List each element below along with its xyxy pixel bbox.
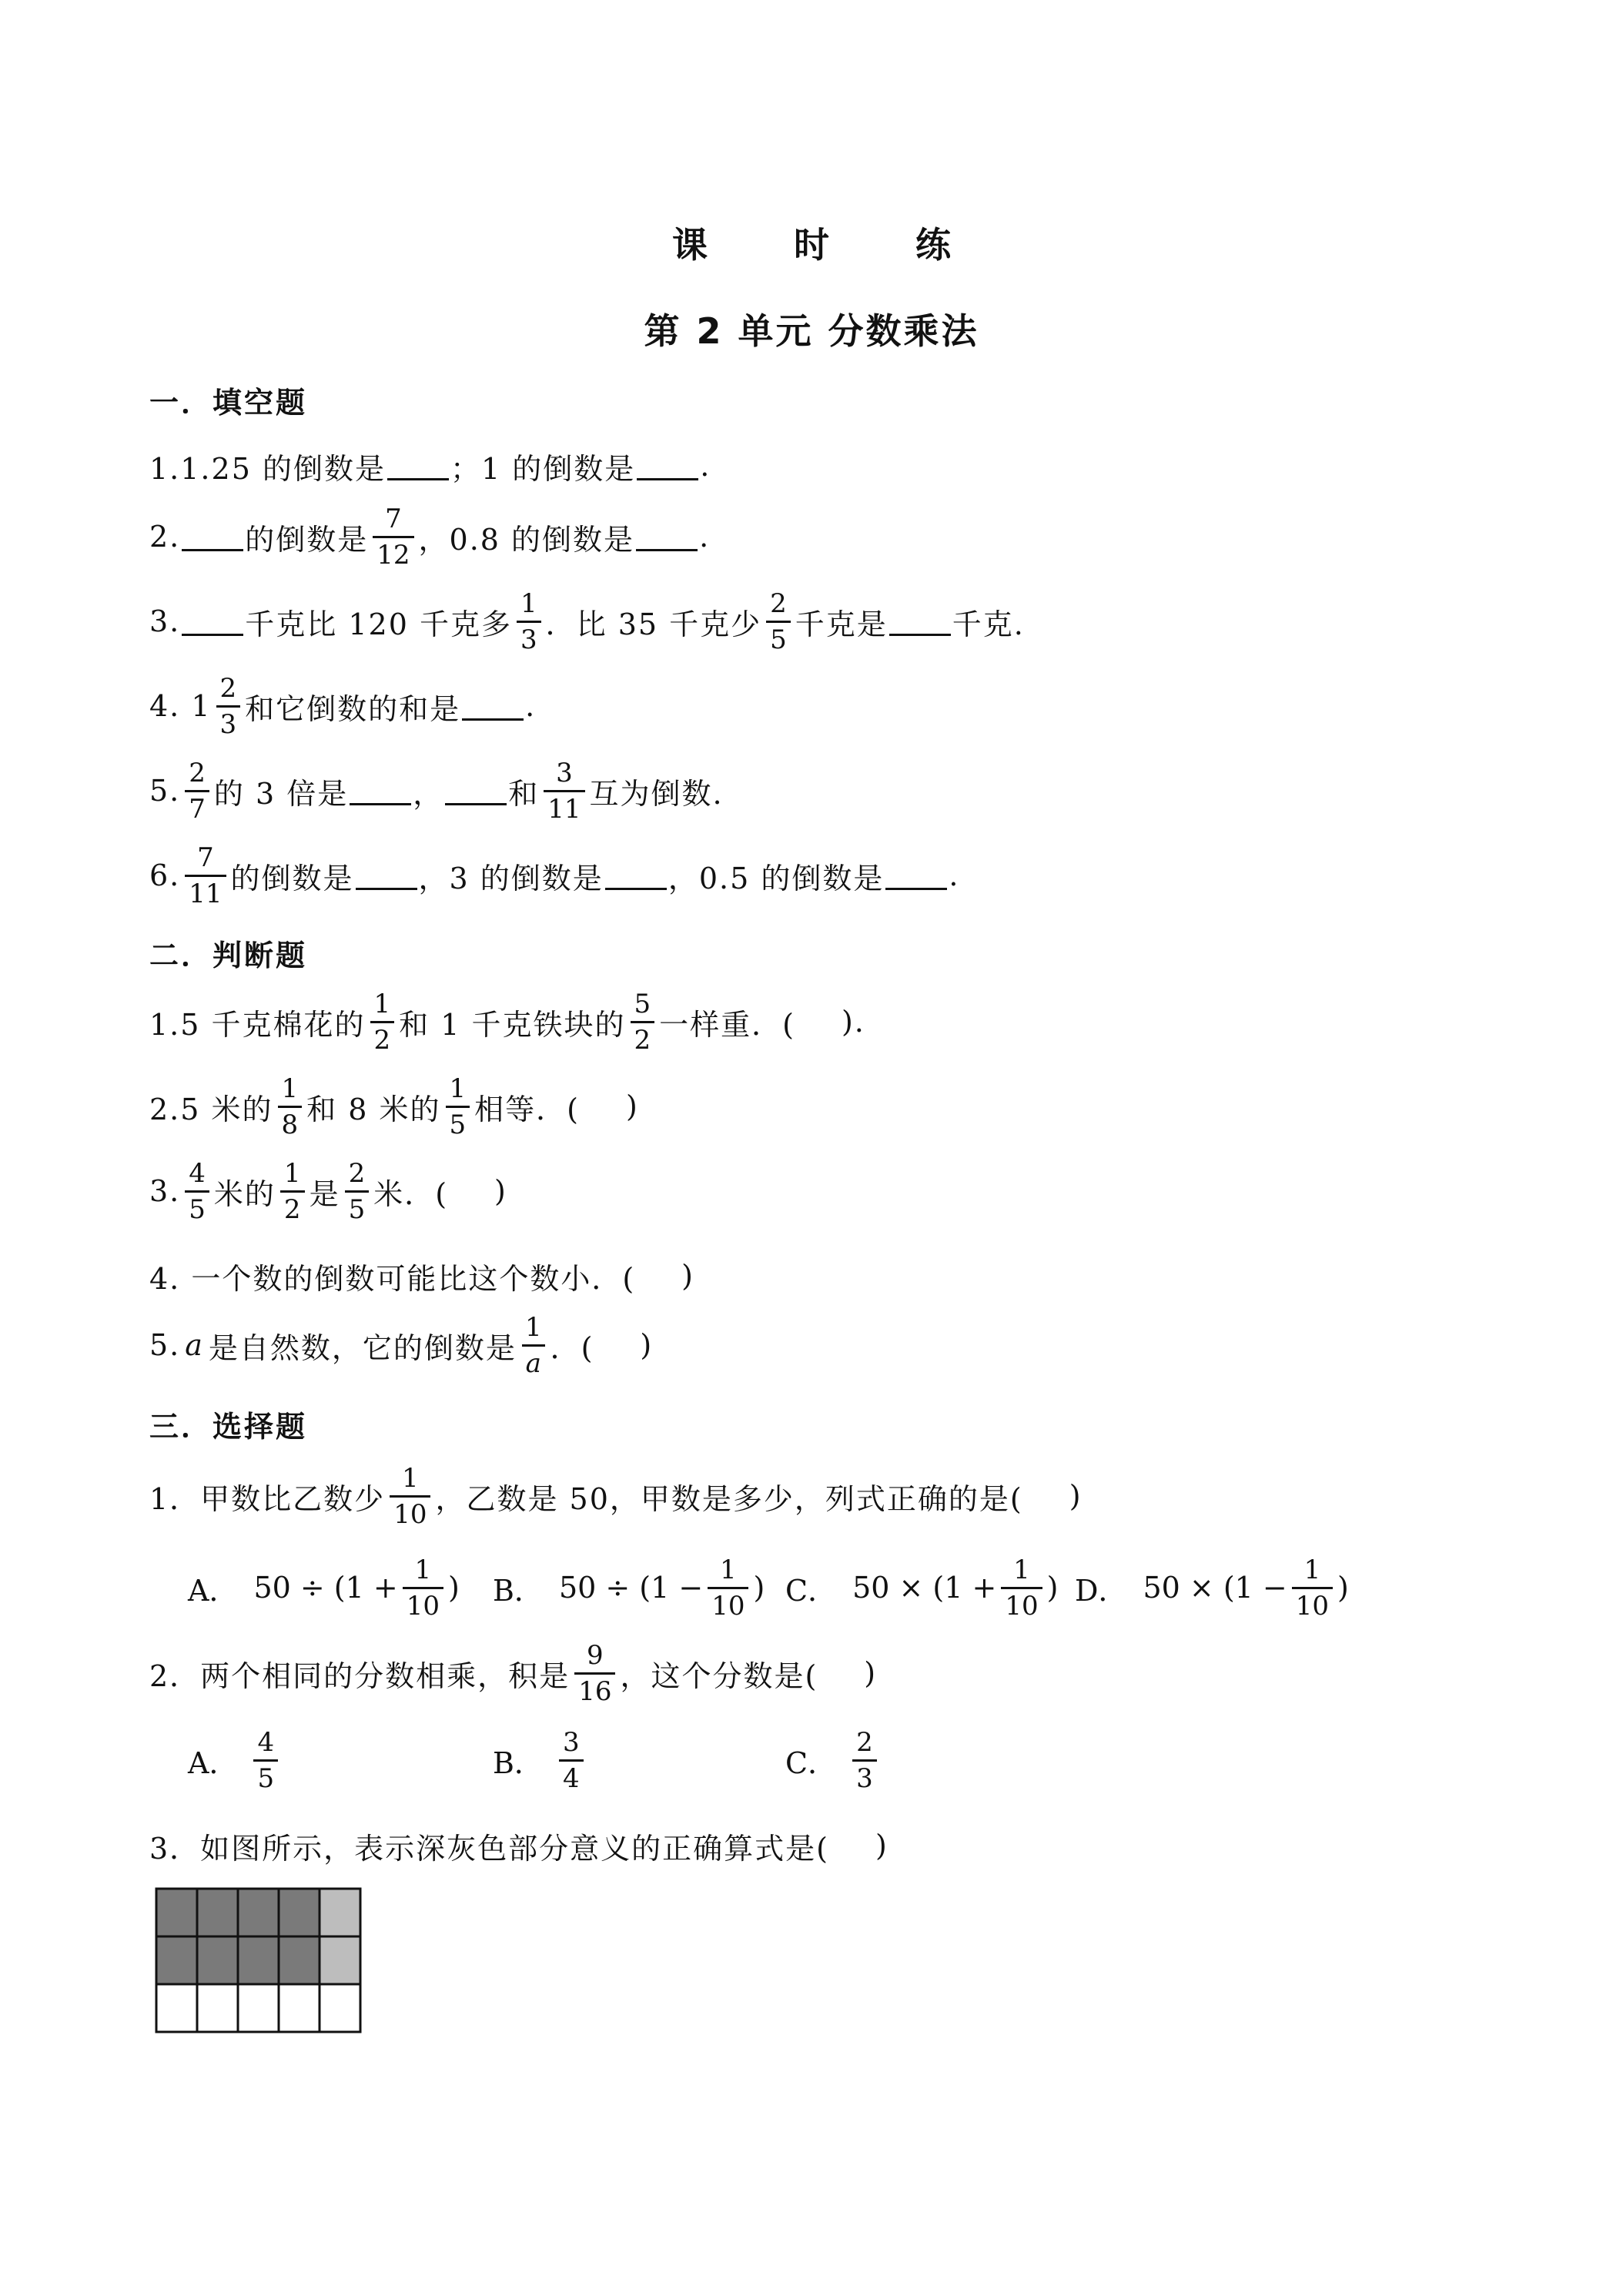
question-text: ，3 的倒数是 xyxy=(418,861,604,895)
question-text: ， xyxy=(413,776,444,811)
section-heading-multiple-choice: 三．选择题 xyxy=(149,1410,308,1444)
question-text: . xyxy=(949,858,960,892)
option-expression: 50 ÷ (1 + xyxy=(253,1571,398,1605)
fraction: $\frac{1}{10}$ xyxy=(708,1557,748,1619)
question-text: 互为倒数. xyxy=(589,776,724,811)
question-text: 3．如图所示，表示深灰色部分意义的正确算式是( xyxy=(149,1831,830,1866)
question-text: . xyxy=(700,449,711,483)
section-heading-fill-in: 一．填空题 xyxy=(149,386,308,420)
question-text: ，0.8 的倒数是 xyxy=(418,522,635,557)
question-text: 一样重．( xyxy=(659,1007,795,1042)
grid-cell-dark xyxy=(197,1936,238,1984)
question-text: 的 3 倍是 xyxy=(213,776,349,811)
fraction: $\frac{1}{10}$ xyxy=(403,1557,443,1619)
question-2-2 xyxy=(149,1073,639,1140)
fraction: $\frac{2}{3}$ xyxy=(216,675,241,738)
question-text: 和 1 千克铁块的 xyxy=(399,1007,626,1042)
question-text: 2.5 米的 xyxy=(149,1092,273,1126)
grid-cell-light xyxy=(320,1936,360,1984)
fraction: $\frac{2}{5}$ xyxy=(766,591,791,653)
fraction: $\frac{1}{10}$ xyxy=(1292,1557,1333,1619)
question-text: . xyxy=(525,689,537,723)
answer-blank[interactable] xyxy=(356,862,417,890)
question-text: 米的 xyxy=(213,1176,276,1211)
option-expression: ) xyxy=(1337,1571,1349,1605)
grid-cell-dark xyxy=(156,1889,197,1936)
fraction: $\frac{2}{7}$ xyxy=(185,760,209,822)
question-text: 千克是 xyxy=(795,607,888,641)
page-title: 课 时 练 xyxy=(671,224,989,266)
question-text: 和它倒数的和是 xyxy=(245,691,461,726)
question-number: 5. xyxy=(149,1328,181,1362)
question-text: ) xyxy=(681,1259,694,1293)
option-expression: ) xyxy=(1046,1571,1059,1605)
fraction: $\frac{4}{5}$ xyxy=(185,1160,209,1223)
question-2-5 xyxy=(149,1311,654,1379)
answer-blank[interactable] xyxy=(462,692,524,721)
question-text: 的倒数是 xyxy=(230,861,354,895)
fraction: $\frac{4}{5}$ xyxy=(253,1729,278,1792)
option-b[interactable] xyxy=(493,1726,588,1794)
fraction: $\frac{2}{5}$ xyxy=(345,1160,370,1223)
grid-cell-blank xyxy=(279,1984,320,2032)
answer-blank[interactable] xyxy=(637,452,698,480)
question-1-5 xyxy=(149,757,724,825)
grid-cell-dark xyxy=(279,1889,320,1936)
fraction: $\frac{7}{12}$ xyxy=(373,506,413,568)
question-text: ) xyxy=(625,1089,639,1123)
grid-cell-blank xyxy=(197,1984,238,2032)
option-label: A． xyxy=(188,1745,239,1780)
question-text: 千克. xyxy=(952,607,1025,641)
question-text: ，乙数是 50，甲数是多少，列式正确的是( xyxy=(435,1481,1023,1516)
question-text: ) xyxy=(864,1656,878,1690)
fraction: $\frac{1}{10}$ xyxy=(1001,1557,1042,1619)
option-c[interactable] xyxy=(785,1554,1059,1622)
question-number: 3. xyxy=(149,604,181,638)
answer-blank[interactable] xyxy=(445,777,507,805)
answer-blank[interactable] xyxy=(885,862,947,890)
option-label: C． xyxy=(785,1745,838,1780)
option-label: C． xyxy=(785,1573,838,1608)
section-heading-true-false: 二．判断题 xyxy=(149,939,308,972)
question-3-3 xyxy=(149,1819,888,1873)
answer-blank[interactable] xyxy=(889,607,951,636)
option-a[interactable] xyxy=(188,1554,460,1622)
fraction: $\frac{1}{a}$ xyxy=(521,1314,546,1377)
answer-blank[interactable] xyxy=(605,862,667,890)
question-number: 6. xyxy=(149,858,181,892)
fraction: $\frac{1}{10}$ xyxy=(390,1465,430,1528)
question-text: 1.1.25 的倒数是 xyxy=(149,451,386,486)
option-label: B． xyxy=(493,1573,544,1608)
question-text: 是 xyxy=(309,1176,340,1211)
answer-blank[interactable] xyxy=(350,777,411,805)
question-number: 2. xyxy=(149,520,181,554)
question-1-6 xyxy=(149,842,960,909)
question-1-3 xyxy=(149,587,1025,655)
fraction: $\frac{1}{5}$ xyxy=(446,1076,470,1138)
question-1-1 xyxy=(149,439,711,493)
question-3-1 xyxy=(149,1462,1083,1530)
grid-cell-blank xyxy=(320,1984,360,2032)
question-1-2 xyxy=(149,503,711,571)
grid-cell-dark xyxy=(279,1936,320,1984)
question-text: ) xyxy=(494,1174,507,1208)
answer-blank[interactable] xyxy=(182,607,243,636)
fraction: $\frac{3}{11}$ xyxy=(544,760,584,822)
variable: a xyxy=(185,1328,204,1362)
grid-cell-blank xyxy=(238,1984,279,2032)
question-text: 1.5 千克棉花的 xyxy=(149,1007,366,1042)
option-expression: 50 ÷ (1 − xyxy=(558,1571,704,1605)
grid-figure xyxy=(154,1886,362,2040)
fraction: $\frac{2}{3}$ xyxy=(852,1729,877,1792)
question-text: 4. 一个数的倒数可能比这个数小．( xyxy=(149,1261,636,1296)
question-text: 千克比 120 千克多 xyxy=(245,607,512,641)
option-expression: 50 × (1 − xyxy=(1143,1571,1287,1605)
option-label: D． xyxy=(1075,1573,1128,1608)
question-3-2 xyxy=(149,1639,878,1707)
question-number: 5. xyxy=(149,774,181,808)
fraction: $\frac{3}{4}$ xyxy=(559,1729,584,1792)
question-text: 是自然数，它的倒数是 xyxy=(208,1330,517,1365)
option-label: B． xyxy=(493,1745,544,1780)
question-text: 的倒数是 xyxy=(245,522,369,557)
question-text: ) xyxy=(875,1829,888,1863)
option-expression: ) xyxy=(448,1571,460,1605)
fraction: $\frac{1}{2}$ xyxy=(280,1160,305,1223)
grid-cell-dark xyxy=(197,1889,238,1936)
option-d[interactable] xyxy=(1075,1554,1349,1622)
question-text: . xyxy=(699,520,711,554)
question-text: ). xyxy=(841,1005,865,1039)
fraction: $\frac{7}{11}$ xyxy=(185,845,226,907)
question-text: ) xyxy=(640,1328,654,1362)
question-text: ，这个分数是( xyxy=(620,1658,818,1693)
question-text: ；1 的倒数是 xyxy=(450,451,636,486)
fraction: $\frac{9}{16}$ xyxy=(574,1642,615,1705)
question-text: 米．( xyxy=(373,1176,449,1211)
question-2-3 xyxy=(149,1157,507,1225)
fraction: $\frac{1}{3}$ xyxy=(517,591,541,653)
question-2-4 xyxy=(149,1249,694,1303)
option-a[interactable] xyxy=(188,1726,283,1794)
option-expression: ) xyxy=(753,1571,765,1605)
question-1-4 xyxy=(149,672,537,740)
option-c[interactable] xyxy=(785,1726,882,1794)
grid-cell-dark xyxy=(238,1889,279,1936)
question-text: ，0.5 的倒数是 xyxy=(668,861,885,895)
grid-cell-dark xyxy=(238,1936,279,1984)
question-text: ．( xyxy=(550,1330,594,1365)
answer-blank[interactable] xyxy=(636,523,698,551)
fraction: $\frac{1}{2}$ xyxy=(370,991,395,1053)
question-text: 和 xyxy=(508,776,540,811)
question-text: 1．甲数比乙数少 xyxy=(149,1481,386,1516)
question-text: 相等．( xyxy=(474,1092,580,1126)
fraction: $\frac{1}{8}$ xyxy=(278,1076,303,1138)
question-text: ) xyxy=(1069,1479,1083,1513)
grid-cell-blank xyxy=(156,1984,197,2032)
option-label: A． xyxy=(188,1573,239,1608)
answer-blank[interactable] xyxy=(182,523,243,551)
question-2-1 xyxy=(149,988,865,1056)
question-text: 和 8 米的 xyxy=(306,1092,441,1126)
question-number: 3. xyxy=(149,1174,181,1208)
grid-cell-light xyxy=(320,1889,360,1936)
grid-cell-dark xyxy=(156,1936,197,1984)
page-subtitle: 第 2 单元 分数乘法 xyxy=(644,310,979,352)
question-text: 2．两个相同的分数相乘，积是 xyxy=(149,1658,571,1693)
fraction: $\frac{5}{2}$ xyxy=(631,991,655,1053)
option-expression: 50 × (1 + xyxy=(852,1571,997,1605)
question-number: 4. 1 xyxy=(149,689,212,723)
question-text: ．比 35 千克少 xyxy=(545,607,762,641)
answer-blank[interactable] xyxy=(387,452,449,480)
option-b[interactable] xyxy=(493,1554,765,1622)
